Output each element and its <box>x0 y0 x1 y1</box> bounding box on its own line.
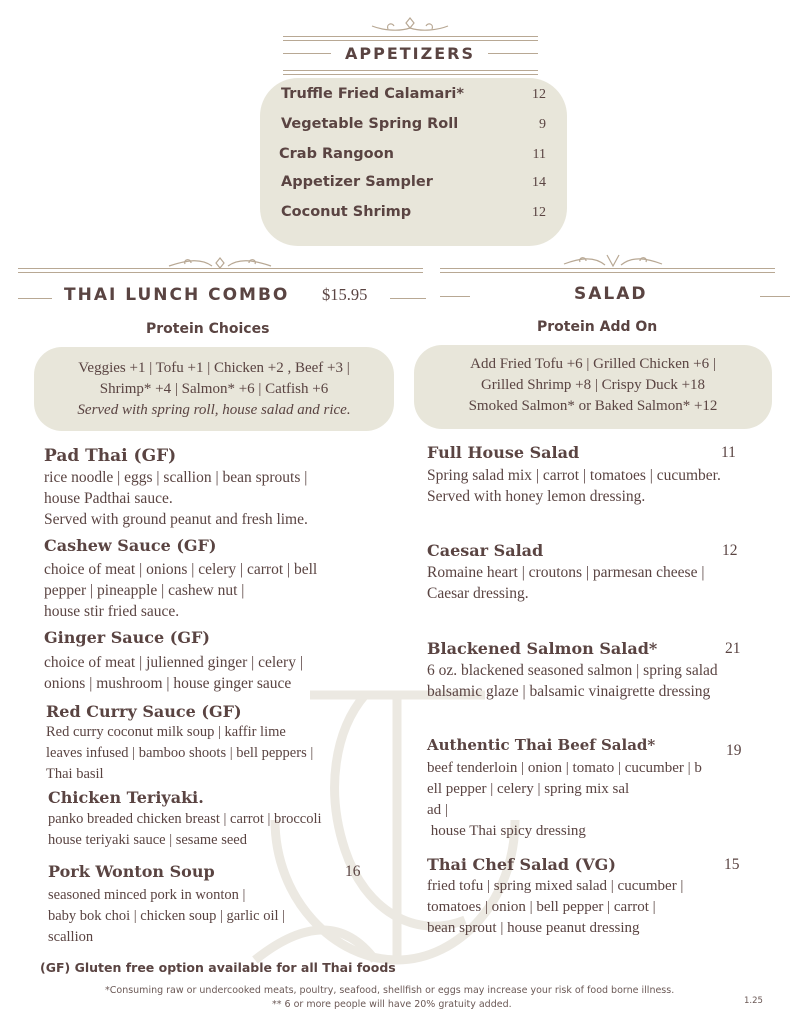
appetizer-item <box>260 204 567 228</box>
lunch-item-desc <box>48 809 322 851</box>
right-ornament-rule-2 <box>440 272 775 273</box>
desc-line: Romaine heart | croutons | parmesan cheese | <box>427 564 705 581</box>
desc-line: house teriyaki sauce | sesame seed <box>48 832 247 848</box>
left-ornament-rule-2 <box>18 272 423 273</box>
desc-line: ell pepper | celery | spring mix sal <box>427 781 630 797</box>
salad-protein-heading: Protein Add On <box>537 319 658 335</box>
salad-title: SALAD <box>574 284 648 304</box>
salad-protein-line: Grilled Shrimp +8 | Crispy Duck +18 <box>480 377 706 393</box>
appetizers-rule-bottom-2 <box>283 74 538 75</box>
desc-line: ad | <box>427 802 448 818</box>
appetizer-price: 14 <box>532 175 546 190</box>
appetizer-name: Truffle Fried Calamari* <box>281 86 464 102</box>
salad-item-desc <box>427 758 702 842</box>
lunch-protein-box <box>34 347 394 431</box>
appetizers-rule-top-left-2 <box>283 40 538 41</box>
desc-line: panko breaded chicken breast | carrot | broccoli <box>48 811 322 827</box>
lunch-item-title: Pork Wonton Soup <box>48 862 215 881</box>
lunch-item-title: Ginger Sauce (GF) <box>44 628 210 647</box>
desc-line: pepper | pineapple | cashew nut | <box>44 582 245 599</box>
desc-line: house Thai spicy dressing <box>427 823 586 839</box>
lunch-price: $15.95 <box>322 285 368 304</box>
salad-item-title: Caesar Salad <box>427 541 544 560</box>
salad-item-title: Thai Chef Salad (VG) <box>427 855 616 874</box>
appetizers-box <box>260 78 567 246</box>
salad-item-price: 12 <box>722 542 738 559</box>
salad-item-price: 19 <box>726 742 742 759</box>
appetizer-name: Crab Rangoon <box>279 146 394 162</box>
salad-title-rule-right <box>760 296 790 297</box>
top-ornament-icon <box>368 14 452 36</box>
lunch-protein-heading: Protein Choices <box>146 321 270 337</box>
desc-line: leaves infused | bamboo shoots | bell peppers | <box>46 745 314 761</box>
desc-line: Caesar dressing. <box>427 585 529 602</box>
lunch-title-rule-left <box>18 298 52 299</box>
lunch-item-desc <box>48 885 285 948</box>
salad-protein-line: Add Fried Tofu +6 | Grilled Chicken +6 | <box>470 356 716 372</box>
lunch-item-desc <box>46 722 313 785</box>
lunch-item-desc <box>44 559 317 622</box>
desc-line: choice of meat | julienned ginger | celery | <box>44 654 303 671</box>
desc-line: Thai basil <box>46 766 104 782</box>
desc-line: tomatoes | onion | bell pepper | carrot | <box>427 899 656 915</box>
desc-line: bean sprout | house peanut dressing <box>427 920 640 936</box>
desc-line: beef tenderloin | onion | tomato | cucumber | b <box>427 760 702 776</box>
appetizer-item <box>260 86 567 110</box>
lunch-title-rule-right <box>390 298 426 299</box>
appetizers-rule-left <box>283 53 331 54</box>
salad-item-price: 21 <box>725 640 741 657</box>
menu-version: 1.25 <box>744 996 763 1006</box>
salad-protein-line: Smoked Salmon* or Baked Salmon* +12 <box>468 398 718 414</box>
desc-line: scallion <box>48 929 94 945</box>
desc-line: Spring salad mix | carrot | tomatoes | cucumber. <box>427 467 721 484</box>
lunch-protein-line: Veggies +1 | Tofu +1 | Chicken +2 , Beef +3 | <box>78 360 350 376</box>
appetizer-item <box>260 116 567 140</box>
gratuity-note: ** 6 or more people will have 20% gratuity added. <box>272 999 512 1010</box>
appetizers-rule-top-left <box>283 36 538 37</box>
salad-item-price: 11 <box>721 444 736 461</box>
desc-line: choice of meat | onions | celery | carrot | bell <box>44 561 318 578</box>
lunch-protein-line: Shrimp* +4 | Salmon* +6 | Catfish +6 <box>99 381 329 397</box>
desc-line: balsamic glaze | balsamic vinaigrette dressing <box>427 683 711 700</box>
appetizer-item <box>260 174 567 198</box>
desc-line: 6 oz. blackened seasoned salmon | spring salad <box>427 662 718 679</box>
appetizer-name: Vegetable Spring Roll <box>281 116 459 132</box>
salad-item-price: 15 <box>724 856 740 873</box>
desc-line: Served with ground peanut and fresh lime. <box>44 511 308 528</box>
desc-line: fried tofu | spring mixed salad | cucumber | <box>427 878 684 894</box>
desc-line: house stir fried sauce. <box>44 603 180 620</box>
salad-item-desc <box>427 562 704 604</box>
appetizer-name: Appetizer Sampler <box>281 174 433 190</box>
appetizer-price: 12 <box>532 87 546 102</box>
lunch-item-price: 16 <box>345 863 361 880</box>
lunch-item-title: Red Curry Sauce (GF) <box>46 702 242 721</box>
lunch-item-title: Pad Thai (GF) <box>44 446 177 466</box>
appetizer-price: 12 <box>532 205 546 220</box>
appetizers-rule-right <box>488 53 538 54</box>
desc-line: onions | mushroom | house ginger sauce <box>44 675 292 692</box>
right-ornament-icon <box>560 252 666 272</box>
salad-title-rule-left <box>440 296 470 297</box>
lunch-protein-note: Served with spring roll, house salad and rice. <box>77 402 351 418</box>
desc-line: seasoned minced pork in wonton | <box>48 887 246 903</box>
desc-line: Served with honey lemon dressing. <box>427 488 646 505</box>
desc-line: rice noodle | eggs | scallion | bean sprouts | <box>44 469 308 486</box>
salad-item-desc <box>427 660 718 702</box>
left-ornament-icon <box>165 254 275 272</box>
lunch-item-desc <box>44 467 308 530</box>
salad-protein-box <box>414 345 772 429</box>
salad-item-title: Blackened Salmon Salad* <box>427 639 658 658</box>
appetizer-name: Coconut Shrimp <box>281 204 412 220</box>
raw-food-disclaimer: *Consuming raw or undercooked meats, poultry, seafood, shellfish or eggs may increase your risk of food borne illness. <box>105 985 675 996</box>
lunch-item-desc <box>44 652 303 694</box>
salad-item-desc <box>427 876 683 939</box>
salad-item-title: Full House Salad <box>427 443 580 462</box>
appetizer-item <box>260 146 567 170</box>
desc-line: house Padthai sauce. <box>44 490 173 507</box>
lunch-title: THAI LUNCH COMBO <box>64 285 290 305</box>
appetizers-rule-bottom <box>283 70 538 71</box>
salad-item-desc <box>427 465 721 507</box>
appetizer-price: 11 <box>532 147 546 162</box>
gluten-free-note: (GF) Gluten free option available for all Thai foods <box>40 960 396 975</box>
salad-item-title: Authentic Thai Beef Salad* <box>427 736 656 754</box>
lunch-item-title: Cashew Sauce (GF) <box>44 536 217 555</box>
lunch-item-title: Chicken Teriyaki. <box>48 788 204 807</box>
desc-line: Red curry coconut milk soup | kaffir lime <box>46 724 286 740</box>
appetizer-price: 9 <box>539 117 546 132</box>
appetizers-title: APPETIZERS <box>345 44 476 63</box>
desc-line: baby bok choi | chicken soup | garlic oil | <box>48 908 286 924</box>
